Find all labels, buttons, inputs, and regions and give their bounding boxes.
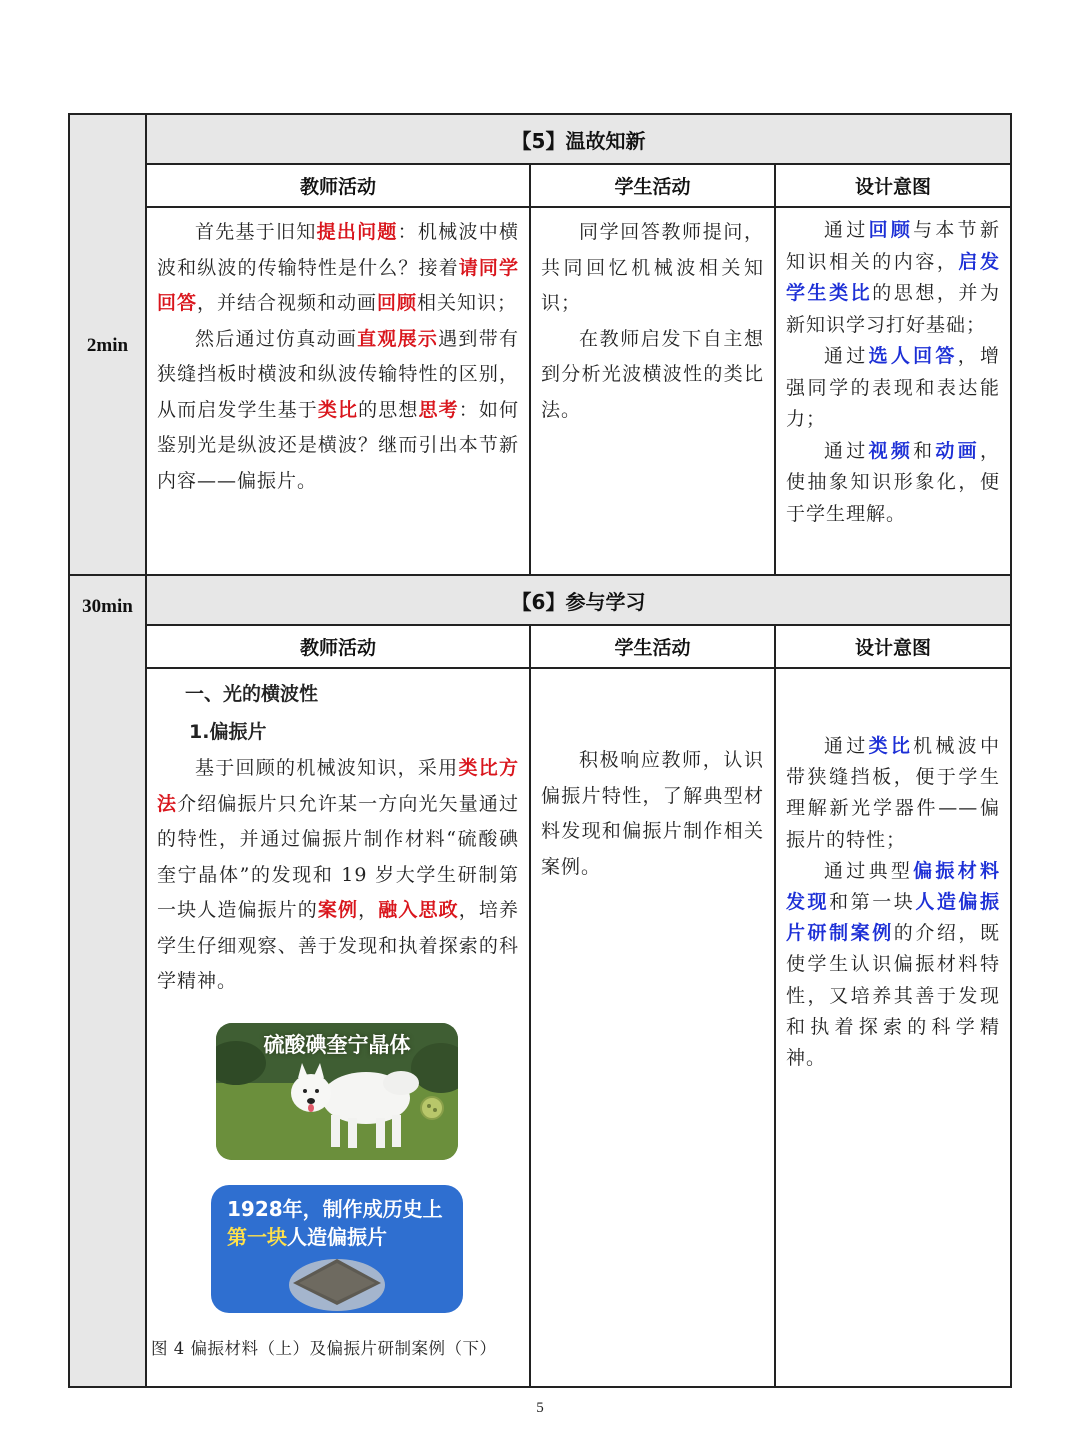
highlight-text: 人造偏振片研制案例 bbox=[786, 891, 1000, 945]
body-text: 和 bbox=[913, 439, 936, 462]
header-design: 设计意图 bbox=[776, 165, 1012, 208]
body-text: ：如何鉴别光是纵波还是横波？继而引出本节新内容——偏振片。 bbox=[157, 398, 519, 492]
highlight-text: 案例 bbox=[317, 899, 359, 921]
paragraph bbox=[541, 322, 764, 429]
student-activity-text bbox=[531, 669, 774, 885]
paragraph bbox=[157, 215, 519, 322]
subheading-transverse: 一、光的横波性 bbox=[185, 683, 319, 705]
body-text: 与本节新知识相关的内容， bbox=[786, 219, 1000, 273]
body-text: 和第一块 bbox=[829, 891, 916, 914]
body-text: ，并结合视频和动画 bbox=[197, 292, 378, 314]
body-text: 积极响应教师，认识偏振片特性，了解典型材料发现和偏振片制作相关案例。 bbox=[541, 749, 764, 878]
design-intent-cell bbox=[776, 208, 1012, 576]
highlight-text: 视频 bbox=[868, 439, 914, 462]
body-text: 机械波中带狭缝挡板，便于学生理解新光学器件——偏振片的特性； bbox=[786, 735, 1000, 851]
highlight-text: 选人回答 bbox=[868, 345, 958, 367]
paragraph bbox=[786, 856, 1000, 1074]
student-activity-cell bbox=[531, 208, 776, 576]
body-text: 通过 bbox=[824, 345, 869, 367]
body-text: 的思想 bbox=[358, 398, 419, 421]
body-text: 通过 bbox=[824, 735, 869, 757]
body-text: 的思想，并为新知识学习打好基础； bbox=[786, 282, 1000, 336]
body-text: 然后通过仿真动画 bbox=[195, 327, 358, 350]
body-text: 通过典型 bbox=[824, 859, 914, 882]
student-activity-cell bbox=[531, 669, 776, 1388]
highlight-text: 提出问题 bbox=[316, 221, 398, 243]
body-text: 通过 bbox=[824, 219, 869, 241]
highlight-text: 类比 bbox=[317, 398, 359, 421]
highlight-text: 偏振材料发现 bbox=[786, 859, 1000, 914]
image-line2-rest: 人造偏振片 bbox=[287, 1225, 387, 1249]
teacher-activity-text bbox=[147, 751, 529, 1000]
body-text: 相关知识； bbox=[417, 292, 518, 314]
body-text: 在教师启发下自主想到分析光波横波性的类比法。 bbox=[541, 327, 764, 421]
section-title: 【5】温故知新 bbox=[147, 113, 1012, 165]
paragraph bbox=[541, 215, 764, 322]
header-student: 学生活动 bbox=[531, 165, 776, 208]
image-line2-highlight: 第一块 bbox=[227, 1225, 287, 1249]
body-text: 同学回答教师提问，共同回忆机械波相关知识； bbox=[541, 221, 764, 314]
body-text: 首先基于旧知 bbox=[195, 221, 317, 243]
highlight-text: 回顾 bbox=[377, 292, 418, 314]
paragraph bbox=[157, 322, 519, 500]
paragraph bbox=[786, 436, 1000, 531]
lesson-plan-table bbox=[68, 113, 1012, 1388]
highlight-text: 融入思政 bbox=[378, 899, 459, 921]
time-cell-section5 bbox=[68, 113, 147, 576]
paragraph bbox=[786, 341, 1000, 436]
header-teacher: 教师活动 bbox=[147, 165, 531, 208]
highlight-text: 启发学生类比 bbox=[786, 250, 1000, 304]
first-polarizer-image bbox=[211, 1185, 463, 1313]
design-intent-text bbox=[776, 208, 1010, 530]
highlight-text: 回顾 bbox=[868, 219, 914, 241]
time-cell-section6 bbox=[68, 574, 147, 1388]
header-student: 学生活动 bbox=[531, 626, 776, 669]
time-label: 2min bbox=[86, 335, 129, 356]
body-text: 介绍偏振片只允许某一方向光矢量通过的特性，并通过偏振片制作材料“硫酸碘奎宁晶体”的发现和 19 岁大学生研制第一块人造偏振片的 bbox=[157, 792, 519, 921]
body-text: ，增强同学的表现和表达能力； bbox=[786, 345, 1000, 430]
body-text: 的介绍，既使学生认识偏振材料特性，又培养其善于发现和执着探索的科学精神。 bbox=[786, 922, 1000, 1070]
header-design: 设计意图 bbox=[776, 626, 1012, 669]
image-title: 硫酸碘奎宁晶体 bbox=[263, 1033, 411, 1057]
paragraph bbox=[157, 751, 519, 1000]
body-text: ，培养学生仔细观察、善于发现和执着探索的科学精神。 bbox=[157, 899, 519, 992]
student-activity-text bbox=[531, 208, 774, 428]
teacher-activity-cell bbox=[147, 669, 531, 1388]
paragraph bbox=[786, 731, 1000, 856]
paragraph bbox=[786, 215, 1000, 341]
highlight-text: 思考 bbox=[418, 398, 459, 421]
design-intent-cell bbox=[776, 669, 1012, 1388]
highlight-text: 类比方法 bbox=[157, 757, 519, 815]
highlight-text: 类比 bbox=[868, 735, 914, 757]
teacher-activity-text bbox=[147, 208, 529, 499]
body-text: 基于回顾的机械波知识，采用 bbox=[195, 757, 459, 779]
polarizer-plate-icon bbox=[211, 1185, 463, 1313]
design-intent-text bbox=[776, 669, 1010, 1074]
subheading-polarizer: 1.偏振片 bbox=[189, 721, 267, 743]
highlight-text: 请同学回答 bbox=[157, 256, 519, 314]
body-text: ，使抽象知识形象化，便于学生理解。 bbox=[786, 439, 1000, 525]
page-number: 5 bbox=[536, 1400, 544, 1416]
body-text: ：机械波中横波和纵波的传输特性是什么？接着 bbox=[157, 221, 519, 279]
body-text: 遇到带有狭缝挡板时横波和纵波传输特性的区别，从而启发学生基于 bbox=[157, 327, 519, 421]
highlight-text: 直观展示 bbox=[357, 327, 439, 350]
body-text: 通过 bbox=[824, 439, 869, 462]
teacher-activity-cell bbox=[147, 208, 531, 576]
quinine-crystal-image bbox=[216, 1023, 458, 1160]
section-title: 【6】参与学习 bbox=[147, 574, 1012, 626]
body-text: ， bbox=[358, 899, 379, 921]
image-line1: 1928年，制作成历史上 bbox=[227, 1197, 443, 1221]
header-teacher: 教师活动 bbox=[147, 626, 531, 669]
paragraph bbox=[541, 743, 764, 885]
figure-caption: 图 4 偏振材料（上）及偏振片研制案例（下） bbox=[151, 1339, 497, 1358]
time-label: 30min bbox=[82, 596, 133, 617]
highlight-text: 动画 bbox=[935, 439, 980, 462]
